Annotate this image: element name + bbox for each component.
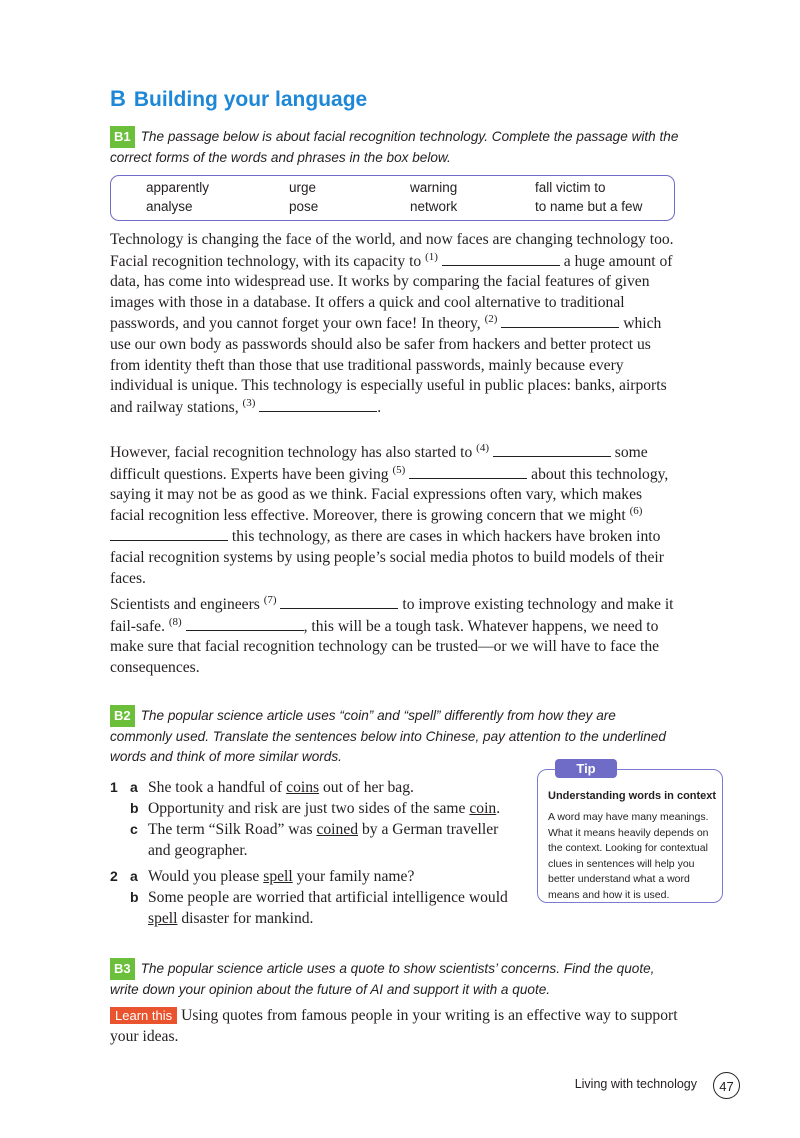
word-item: network	[410, 199, 458, 214]
tip-title: Understanding words in context	[548, 790, 717, 802]
underlined-word: coined	[316, 821, 359, 838]
question-number: 2	[110, 868, 118, 884]
page-footer	[540, 1072, 740, 1102]
blank-number: (2)	[484, 313, 498, 326]
passage-paragraph-3	[110, 594, 680, 678]
answer-blank[interactable]	[186, 616, 304, 631]
item-letter: a	[130, 868, 138, 884]
passage-paragraph-2	[110, 442, 680, 589]
word-item: fall victim to	[535, 180, 606, 195]
answer-blank[interactable]	[409, 464, 527, 479]
b1-instruction-text: The passage below is about facial recognition technology. Complete the passage with the correct forms of the words and phrases in the box below.	[110, 129, 679, 165]
passage-text: which use our own body as passwords should also be safer from hackers and better protect us from identity theft than those that use traditional passwords, mainly because every individual is unique. This technology is especially useful in public places: banks, airports and railway stations,	[110, 315, 667, 416]
underlined-word: coins	[286, 779, 320, 796]
list-item	[110, 819, 540, 861]
section-title: Building your language	[133, 88, 368, 111]
answer-blank[interactable]	[110, 526, 228, 541]
item-letter: a	[130, 779, 138, 795]
list-item	[110, 798, 540, 819]
question-number: 1	[110, 779, 118, 795]
passage-text: Technology is changing the face of the world, and now faces are changing technology too. Facial recognition technology, with its capacity to	[110, 231, 674, 270]
passage-text: .	[377, 398, 382, 416]
passage-text: , this will be a tough task. Whatever happens, we need to make sure that facial recognition technology can be trusted—or we will have to face the consequences.	[110, 617, 660, 676]
passage-text: this technology, as there are cases in which hackers have broken into facial recognition systems by using people’s social media photos to build models of their faces.	[110, 528, 664, 587]
sentence: Some people are worried that artificial intelligence would spell disaster for mankind.	[148, 889, 508, 927]
passage-text: However, facial recognition technology has also started to	[110, 444, 473, 461]
blank-number: (1)	[425, 250, 438, 263]
word-item: warning	[410, 180, 458, 195]
footer-title: Living with technology	[574, 1077, 697, 1091]
b2-question-list	[110, 777, 540, 929]
blank-number: (3)	[242, 396, 256, 409]
item-letter: b	[130, 889, 139, 905]
blank-number: (4)	[476, 442, 489, 454]
passage-text: a huge amount of data, has come into widespread use. It works by comparing the facial features of given images with those in a database. It offers a quick and cool alternative to traditional passwords, and you cannot forget your own face! In theory,	[110, 252, 673, 333]
section-heading	[110, 86, 367, 112]
list-item	[110, 866, 540, 887]
learn-this-note	[110, 1006, 680, 1047]
underlined-word: spell	[263, 868, 293, 885]
blank-number: (7)	[263, 594, 277, 606]
b3-badge: B3	[110, 958, 135, 980]
b3-instruction	[110, 958, 680, 1000]
word-item: apparently	[146, 180, 210, 195]
underlined-word: spell	[148, 910, 178, 927]
b1-instruction	[110, 126, 680, 168]
answer-blank[interactable]	[259, 397, 377, 412]
section-letter: B	[110, 86, 126, 111]
sentence: The term “Silk Road” was coined by a German traveller and geographer.	[148, 821, 499, 859]
list-item	[110, 887, 540, 929]
tip-body: A word may have many meanings. What it means heavily depends on the context. Looking for contextual clues in sentences will help you better understand what a word means and how it is used.	[548, 811, 709, 901]
word-box	[110, 175, 675, 221]
word-item: to name but a few	[535, 199, 643, 214]
underlined-word: coin	[469, 800, 497, 817]
passage-text: some difficult questions. Experts have been giving	[110, 444, 648, 483]
answer-blank[interactable]	[442, 251, 560, 266]
word-item: analyse	[146, 199, 193, 214]
page-number: 47	[713, 1072, 740, 1099]
learn-this-label: Learn this	[110, 1007, 177, 1024]
item-letter: c	[130, 821, 138, 837]
answer-blank[interactable]	[280, 594, 398, 609]
blank-number: (8)	[168, 615, 182, 628]
b2-instruction	[110, 705, 680, 767]
b1-badge: B1	[110, 126, 135, 148]
word-item: pose	[289, 199, 319, 214]
answer-blank[interactable]	[493, 442, 611, 457]
passage-text: Scientists and engineers	[110, 596, 260, 613]
sentence: Opportunity and risk are just two sides of the same coin.	[148, 800, 501, 817]
blank-number: (5)	[392, 463, 406, 476]
learn-this-text: Using quotes from famous people in your writing is an effective way to support your ideas.	[110, 1007, 678, 1045]
b2-badge: B2	[110, 705, 135, 727]
list-item	[110, 777, 540, 798]
sentence: Would you please spell your family name?	[148, 868, 415, 885]
item-letter: b	[130, 800, 139, 816]
answer-blank[interactable]	[501, 313, 619, 328]
b3-instruction-text: The popular science article uses a quote to show scientists’ concerns. Find the quote, write down your opinion about the future of AI and support it with a quote.	[110, 961, 655, 997]
passage-paragraph-1	[110, 230, 680, 418]
sentence: She took a handful of coins out of her bag.	[148, 779, 414, 796]
passage-text: to improve existing technology and make it fail-safe.	[110, 596, 674, 635]
word-item: urge	[289, 180, 317, 195]
passage-text: about this technology, saying it may not be as good as we think. Facial expressions often vary, which makes facial recognition less effective. Moreover, there is growing concern that we might	[110, 465, 669, 524]
blank-number: (6)	[629, 504, 643, 517]
b2-instruction-text: The popular science article uses “coin” and “spell” differently from how they are commonly used. Translate the sentences below into Chinese, pay attention to the underlined words and think of more similar words.	[110, 708, 666, 764]
tip-tab: Tip	[555, 759, 617, 778]
tip-box	[537, 769, 723, 903]
